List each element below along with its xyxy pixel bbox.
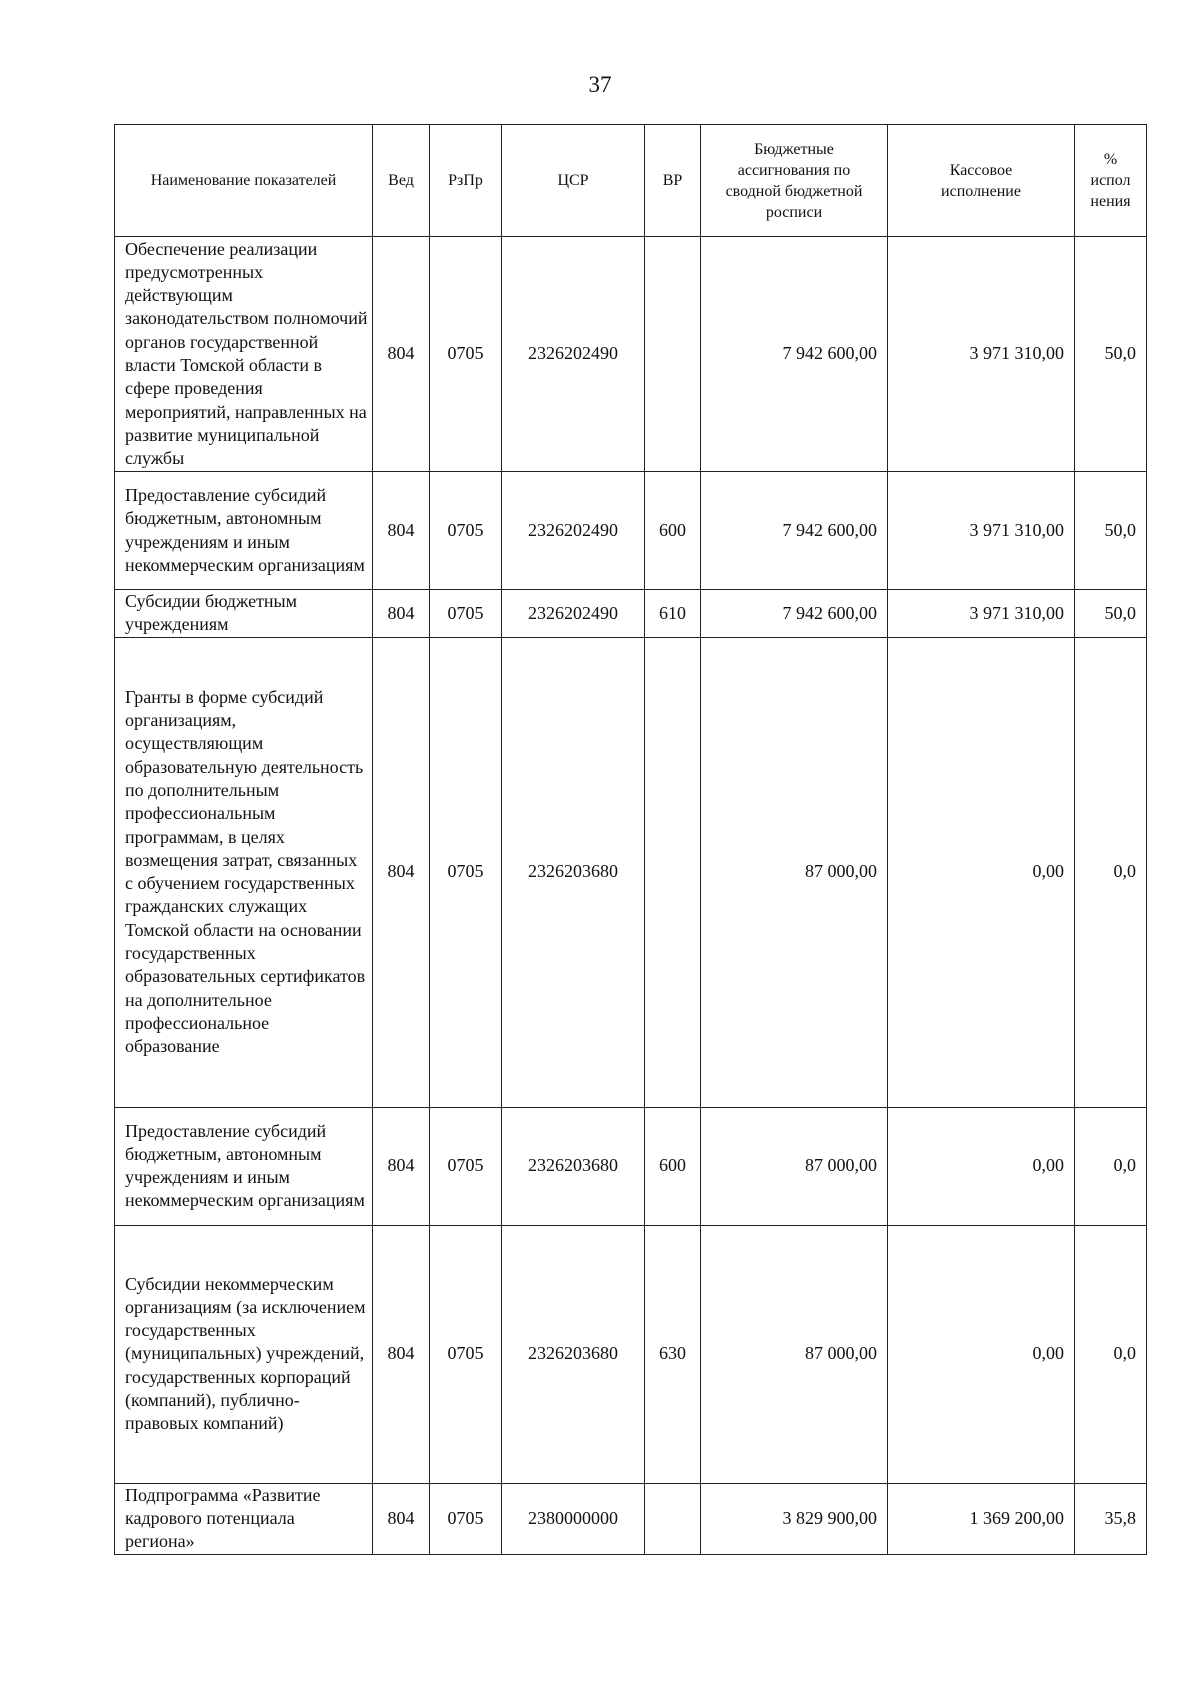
row-rzpr: 0705 [430,1107,502,1225]
row-budget: 7 942 600,00 [701,590,888,638]
row-csr: 2380000000 [502,1483,645,1554]
row-ved: 804 [373,590,430,638]
row-budget: 7 942 600,00 [701,472,888,590]
row-rzpr: 0705 [430,1483,502,1554]
table-header-row [115,125,1147,237]
row-vr [645,237,701,472]
row-percent: 50,0 [1075,472,1147,590]
row-rzpr: 0705 [430,237,502,472]
row-cash: 0,00 [888,637,1075,1107]
row-name: Предоставление субсидий бюджетным, автономным учреждениям и иным некоммерческим организациям [115,472,373,590]
row-rzpr: 0705 [430,1225,502,1483]
row-ved: 804 [373,637,430,1107]
row-ved: 804 [373,472,430,590]
row-ved: 804 [373,237,430,472]
table-row [115,1225,1147,1483]
header-indicator-name: Наименование показателей [115,125,373,237]
row-csr: 2326202490 [502,472,645,590]
row-percent: 0,0 [1075,637,1147,1107]
row-percent: 0,0 [1075,1225,1147,1483]
row-csr: 2326202490 [502,237,645,472]
row-csr: 2326203680 [502,1107,645,1225]
header-vr: ВР [645,125,701,237]
row-csr: 2326203680 [502,1225,645,1483]
table-row [115,1483,1147,1554]
row-percent: 50,0 [1075,237,1147,472]
row-ved: 804 [373,1225,430,1483]
row-vr [645,1483,701,1554]
row-budget: 87 000,00 [701,1225,888,1483]
row-ved: 804 [373,1483,430,1554]
row-name: Предоставление субсидий бюджетным, автономным учреждениям и иным некоммерческим организациям [115,1107,373,1225]
row-csr: 2326203680 [502,637,645,1107]
budget-execution-table [114,124,1147,1555]
row-name: Обеспечение реализации предусмотренных действующим законодательством полномочий органов государственной власти Томской области в сфере проведения мероприятий, направленных на развитие муниципальной службы [115,237,373,472]
row-name: Субсидии некоммерческим организациям (за исключением государственных (муниципальных) учреждений, государственных корпораций (компаний), публично-правовых компаний) [115,1225,373,1483]
table-row [115,590,1147,638]
table-row [115,472,1147,590]
row-cash: 0,00 [888,1107,1075,1225]
header-ved: Вед [373,125,430,237]
page-number: 37 [588,72,612,97]
table-row [115,1107,1147,1225]
row-cash: 3 971 310,00 [888,472,1075,590]
row-csr: 2326202490 [502,590,645,638]
row-name: Подпрограмма «Развитие кадрового потенциала региона» [115,1483,373,1554]
row-budget: 87 000,00 [701,637,888,1107]
row-budget: 7 942 600,00 [701,237,888,472]
row-vr: 630 [645,1225,701,1483]
row-rzpr: 0705 [430,472,502,590]
row-rzpr: 0705 [430,637,502,1107]
row-ved: 804 [373,1107,430,1225]
row-vr: 610 [645,590,701,638]
header-rzpr: РзПр [430,125,502,237]
row-percent: 50,0 [1075,590,1147,638]
row-percent: 35,8 [1075,1483,1147,1554]
row-cash: 0,00 [888,1225,1075,1483]
header-csr: ЦСР [502,125,645,237]
header-cash-execution: Кассовое исполнение [888,125,1075,237]
header-execution-percent: % испол нения [1075,125,1147,237]
header-budget-allocations: Бюджетные ассигнования по сводной бюджетной росписи [701,125,888,237]
row-vr: 600 [645,1107,701,1225]
row-cash: 3 971 310,00 [888,237,1075,472]
row-percent: 0,0 [1075,1107,1147,1225]
row-budget: 3 829 900,00 [701,1483,888,1554]
row-cash: 1 369 200,00 [888,1483,1075,1554]
row-rzpr: 0705 [430,590,502,638]
row-cash: 3 971 310,00 [888,590,1075,638]
table-row [115,237,1147,472]
row-vr: 600 [645,472,701,590]
row-name: Субсидии бюджетным учреждениям [115,590,373,638]
row-vr [645,637,701,1107]
table-row [115,637,1147,1107]
row-budget: 87 000,00 [701,1107,888,1225]
row-name: Гранты в форме субсидий организациям, осуществляющим образовательную деятельность по дополнительным профессиональным программам, в целях возмещения затрат, связанных с обучением государственных гражданских служащих Томской области на основании государственных образовательных сертификатов на дополнительное профессиональное образование [115,637,373,1107]
